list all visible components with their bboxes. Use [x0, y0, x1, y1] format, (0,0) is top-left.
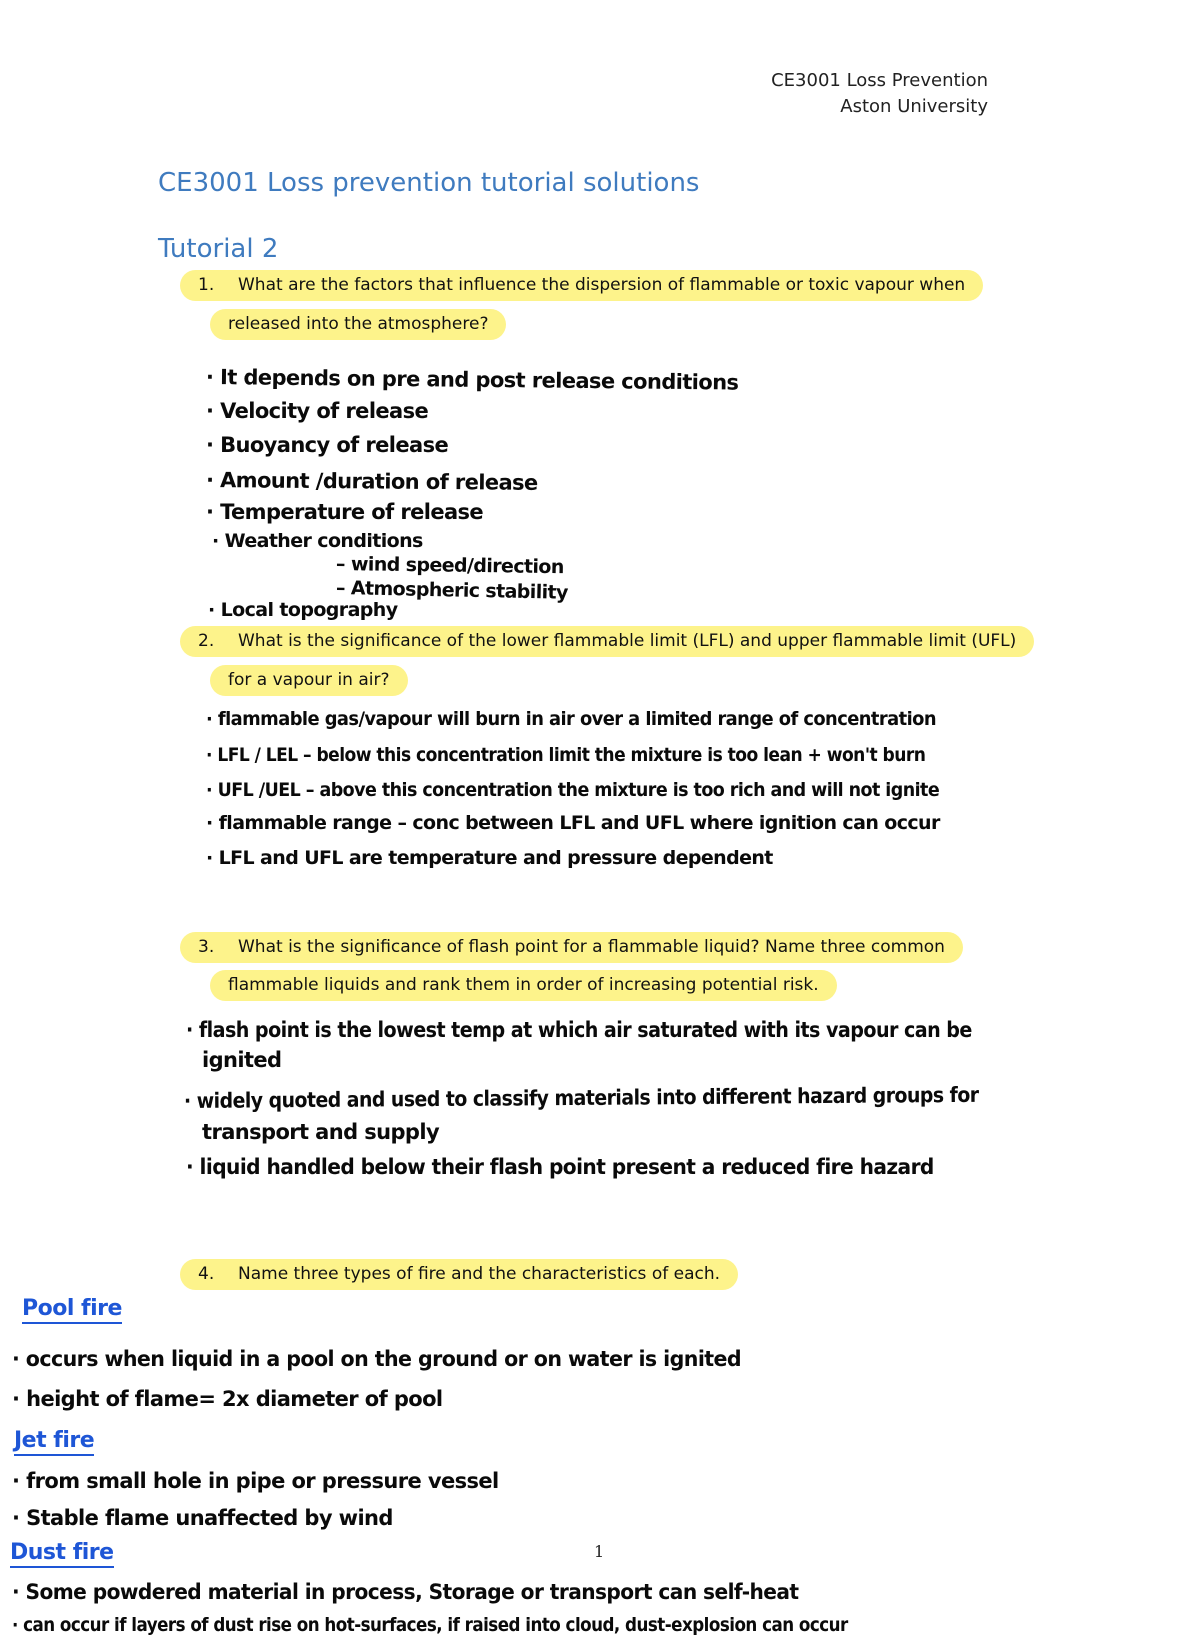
question-3-line1	[180, 932, 963, 963]
question-2-line2: for a vapour in air?	[210, 665, 408, 696]
answer-q2-item: · LFL and UFL are temperature and pressure dependent	[206, 847, 773, 869]
answer-q1-item: · Velocity of release	[206, 399, 429, 423]
question-2-line1	[180, 626, 1034, 657]
header-university: Aston University	[840, 96, 988, 117]
answer-q3-item: · liquid handled below their flash point present a reduced fire hazard	[186, 1155, 934, 1179]
answer-q2-item: · flammable range – conc between LFL and UFL where ignition can occur	[206, 812, 940, 834]
question-4-text: Name three types of fire and the characteristics of each.	[238, 1264, 721, 1284]
answer-q1-item: · Amount /duration of release	[205, 468, 538, 495]
answer-q1-item: · Buoyancy of release	[206, 433, 449, 457]
question-1-number: 1.	[198, 275, 215, 295]
document-title: CE3001 Loss prevention tutorial solutions	[158, 168, 700, 198]
question-4-number: 4.	[198, 1264, 215, 1284]
question-3-text: What is the significance of flash point for a flammable liquid? Name three common	[238, 937, 945, 957]
answer-q1-subitem: – wind speed/direction	[335, 553, 564, 579]
jet-fire-item: · Stable flame unaffected by wind	[12, 1506, 393, 1530]
question-1-text: What are the factors that influence the dispersion of flammable or toxic vapour when	[238, 275, 966, 295]
answer-q1-item: · Temperature of release	[206, 500, 484, 524]
jet-fire-item: · from small hole in pipe or pressure vessel	[12, 1469, 499, 1493]
question-2-text: What is the significance of the lower flammable limit (LFL) and upper flammable limit (UFL)	[238, 631, 1017, 651]
answer-q2-item: · UFL /UEL – above this concentration the mixture is too rich and will not ignite	[206, 779, 940, 801]
dust-fire-item: · Some powdered material in process, Storage or transport can self-heat	[12, 1580, 799, 1604]
dust-fire-heading: Dust fire	[10, 1540, 114, 1568]
question-4-line1	[180, 1259, 738, 1290]
answer-q3-item: · flash point is the lowest temp at which air saturated with its vapour can be	[186, 1018, 972, 1042]
page-number: 1	[594, 1542, 605, 1561]
dust-fire-item: · can occur if layers of dust rise on hot-surfaces, if raised into cloud, dust-explosion can occur	[12, 1614, 848, 1636]
header-course: CE3001 Loss Prevention	[771, 70, 988, 91]
pool-fire-item: · height of flame= 2x diameter of pool	[12, 1387, 443, 1411]
pool-fire-item: · occurs when liquid in a pool on the ground or on water is ignited	[12, 1347, 742, 1371]
answer-q2-item: · flammable gas/vapour will burn in air over a limited range of concentration	[206, 708, 937, 730]
document-subtitle: Tutorial 2	[158, 234, 279, 264]
answer-q3-item: transport and supply	[202, 1120, 440, 1144]
answer-q1-subitem: – Atmospheric stability	[335, 577, 569, 604]
question-3-number: 3.	[198, 937, 215, 957]
question-2-number: 2.	[198, 631, 215, 651]
answer-q1-item: · Weather conditions	[212, 530, 423, 552]
jet-fire-heading: Jet fire	[14, 1428, 94, 1456]
question-3-line2: flammable liquids and rank them in order of increasing potential risk.	[210, 970, 837, 1001]
answer-q3-item: · widely quoted and used to classify materials into different hazard groups for	[183, 1082, 979, 1113]
question-1-line1	[180, 270, 983, 301]
answer-q2-item: · LFL / LEL – below this concentration limit the mixture is too lean + won't burn	[206, 744, 926, 766]
answer-q1-item: · Local topography	[208, 599, 398, 621]
answer-q3-item: ignited	[202, 1048, 282, 1072]
pool-fire-heading: Pool fire	[22, 1296, 122, 1324]
question-1-line2: released into the atmosphere?	[210, 309, 506, 340]
answer-q1-item: · It depends on pre and post release conditions	[205, 365, 739, 395]
